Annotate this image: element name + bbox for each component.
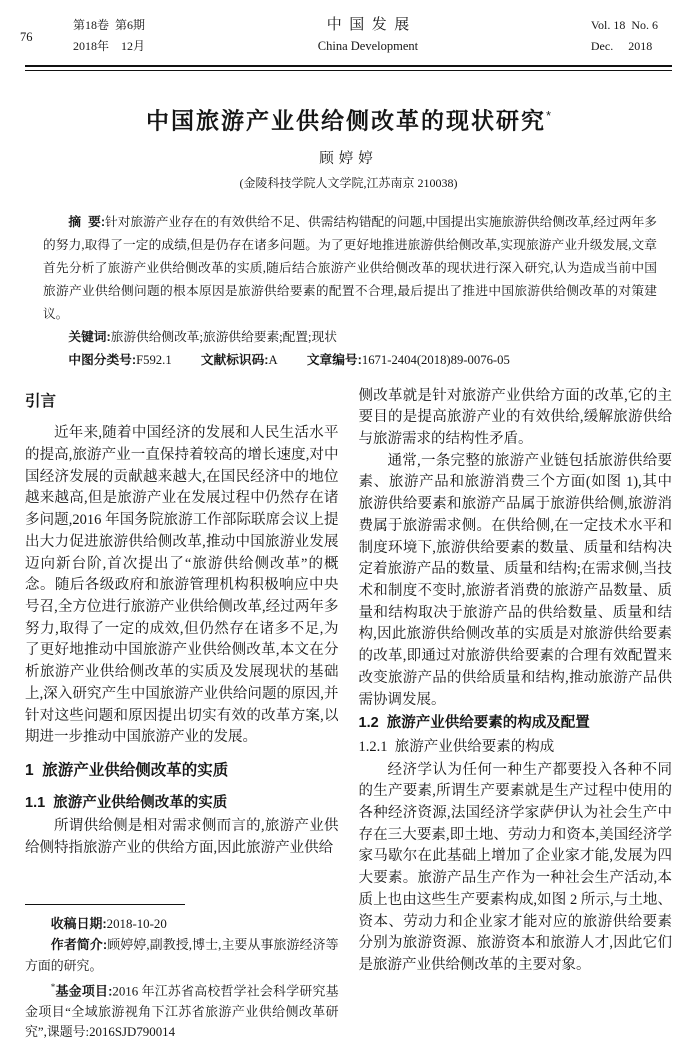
fund-project-value: 2016 年江苏省高校哲学社会科学研究基金项目“全域旅游视角下江苏省旅游产业供给侧改革研究”,课题号:2016SJD790014	[25, 983, 339, 1040]
right-column	[359, 386, 673, 1043]
author-bio-note	[25, 935, 339, 976]
section-1-2-1-heading: 1.2.1 旅游产业供给要素的构成	[358, 738, 555, 755]
left-column	[25, 386, 339, 1043]
clc-label: 中图分类号:	[68, 352, 137, 367]
section-1-2-1-paragraph: 经济学认为任何一种生产都要投入各种不同的生产要素,所谓生产要素就是生产过程中使用的各种经济资源,法国经济学家萨伊认为社会生产中存在三大要素,即土地、劳动力和资本,美国经济学家马歇尔在此基础上增加了企业家才能,发展为四大要素。旅游产品生产作为一种社会生产活动,本质上也由这些生产要素构成,如图 2 所示,与土地、资本、劳动力和企业家才能对应的旅游供给要素分别为旅游资源、旅游资本和旅游人才,因此它们是旅游产业供给侧改革的主要对象。	[358, 761, 672, 973]
clc-number	[68, 353, 171, 367]
vol-no-line: Vol. 18 No. 6	[590, 18, 658, 32]
volume-issue-line: 第18卷 第6期	[73, 18, 146, 32]
section-1-heading: 1 旅游产业供给侧改革的实质	[25, 761, 229, 779]
author-name: 顾婷婷	[319, 150, 378, 167]
received-date-value: 2018-10-20	[106, 917, 167, 932]
journal-title-cn: 中 国 发 展	[326, 17, 410, 33]
article-title-text: 中国旅游产业供给侧改革的现状研究	[145, 107, 546, 134]
section-1-1-paragraph: 所谓供给侧是相对需求侧而言的,旅游产业供给侧特指旅游产业的供给方面,因此旅游产业供给	[25, 818, 339, 857]
article-meta	[43, 211, 657, 372]
article-id-value: 1671-2404(2018)89-0076-05	[361, 352, 510, 367]
doc-code	[201, 353, 278, 367]
received-date-label: 收稿日期:	[50, 916, 107, 932]
fund-project-label: 基金项目:	[55, 982, 113, 998]
footnote-divider	[25, 904, 185, 906]
body-columns	[25, 386, 672, 1043]
received-date-note	[25, 914, 339, 935]
section-1-1-heading: 1.1 旅游产业供给侧改革的实质	[25, 794, 228, 811]
section-1-2-heading: 1.2 旅游产业供给要素的构成及配置	[358, 715, 590, 732]
header-volume-issue	[73, 15, 145, 57]
abstract-text: 针对旅游产业存在的有效供给不足、供需结构错配的问题,中国提出实施旅游供给侧改革,经过两年多的努力,取得了一定的成绩,但是仍存在诸多问题。为了更好地推进旅游供给侧改革,实现旅游产业升级发展,文章首先分析了旅游产业供给侧改革的实质,随后结合旅游产业供给侧改革的现状进行深入研究,认为造成当前中国旅游产业供给侧问题的根本原因是旅游供给要素的配置不合理,最后提出了推进中国旅游供给侧改革的对策建议。	[43, 214, 657, 321]
continued-paragraph: 侧改革就是针对旅游产业供给方面的改革,它的主要目的是提高旅游产业的有效供给,缓解旅游供给与旅游需求的结构性矛盾。	[358, 387, 672, 448]
author-bio-value: 顾婷婷,副教授,博士,主要从事旅游经济等方面的研究。	[25, 938, 339, 973]
title-footnote-asterisk: *	[545, 108, 552, 123]
article-id	[307, 353, 510, 367]
intro-paragraph: 近年来,随着中国经济的发展和人民生活水平的提高,旅游产业一直保持着较高的增长速度,对中国经济发展的贡献越来越大,在国民经济中的地位越来越高,但是旅游产业在发展过程中仍然存在诸多问题,2016 年国务院旅游工作部际联席会议上提出大力促进旅游供给侧改革,推动中国旅游业发展迈向新台阶,首次提出了“旅游供给侧改革”的概念。随后各级政府和旅游管理机构积极响应中央号召,全方位进行旅游产业供给侧改革,经过两年多努力,取得了一定的成效,但仍然存在诸多不足,为了更好地推动中国旅游产业供给侧改革,本文在分析旅游产业供给侧改革的实质及发展现状的基础上,深入研究产生中国旅游产业供给问题的原因,并针对这些问题和原因提出切实有效的改革方案,以期进一步推动中国旅游产业的发展。	[25, 425, 339, 746]
keywords-text: 旅游供给侧改革;旅游供给要素;配置;现状	[110, 329, 337, 344]
article-id-label: 文章编号:	[306, 352, 362, 367]
clc-value: F592.1	[136, 352, 172, 367]
abstract-label: 摘 要:	[68, 214, 106, 229]
keywords-label: 关键词:	[68, 329, 111, 344]
fund-project-note	[25, 977, 339, 1043]
article-title	[25, 102, 672, 135]
header-vol-no	[591, 15, 658, 57]
doc-code-value: A	[268, 352, 278, 367]
abstract	[43, 211, 657, 326]
page-number: 76	[20, 30, 33, 44]
keywords	[43, 326, 657, 349]
author-affiliation: (金陵科技学院人文学院,江苏南京 210038)	[239, 175, 458, 190]
industry-chain-paragraph: 通常,一条完整的旅游产业链包括旅游供给要素、旅游产品和旅游消费三个方面(如图 1),其中旅游供给要素和旅游产品属于旅游供给侧,旅游消费属于旅游需求侧。在供给侧,在一定技术水平和制度环境下,旅游供给要素的数量、质量和结构决定着旅游产品的数量、质量和结构;在需求侧,当技术和制度不变时,旅游者消费的旅游产品数量、质量和结构取决于旅游产品的供给数量、质量和结构,因此旅游供给侧改革的实质是对旅游供给要素的改革,即通过对旅游供给要素的合理有效配置来改变旅游产品的供给质量和结构,推动旅游产品供需协调发展。	[358, 452, 672, 708]
doc-code-label: 文献标识码:	[200, 352, 269, 367]
footnotes	[25, 904, 339, 1043]
classification-line	[43, 349, 657, 372]
journal-title-en: China Development	[317, 39, 419, 53]
fund-asterisk: *	[50, 981, 56, 992]
issue-date-line: 2018年 12月	[73, 39, 146, 53]
journal-header	[20, 0, 672, 63]
journal-title-block	[318, 15, 418, 57]
header-double-rule	[25, 65, 672, 71]
date-line: Dec. 2018	[590, 39, 653, 53]
intro-heading: 引言	[25, 392, 57, 410]
author-bio-label: 作者简介:	[50, 937, 108, 953]
